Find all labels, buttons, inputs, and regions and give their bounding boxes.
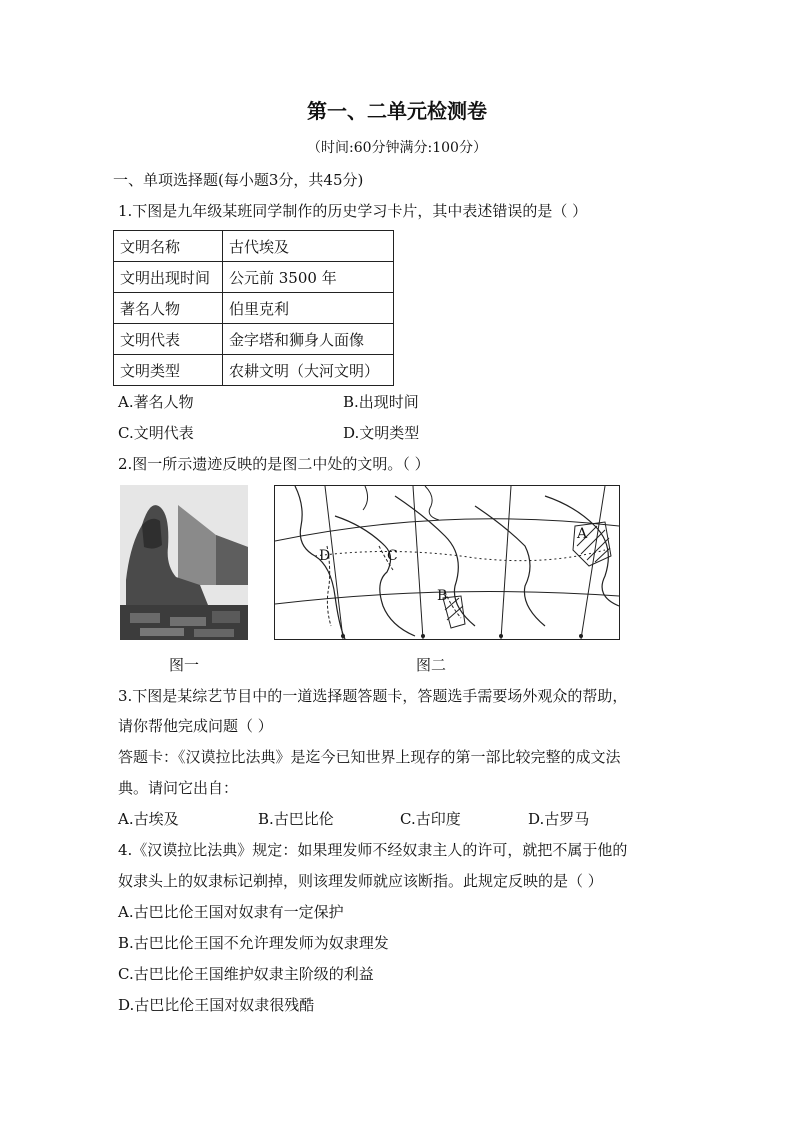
q1-option-c[interactable]: C.文明代表 <box>118 424 194 442</box>
map-illustration <box>275 486 619 639</box>
table-row <box>114 324 394 355</box>
section-heading: 一、单项选择题(每小题3分，共45分) <box>113 171 364 189</box>
table-row <box>114 231 394 262</box>
q4-option-d[interactable]: D.古巴比伦王国对奴隶很残酷 <box>118 996 315 1014</box>
q4-option-c[interactable]: C.古巴比伦王国维护奴隶主阶级的利益 <box>118 965 374 983</box>
page-title: 第一、二单元检测卷 <box>307 99 487 123</box>
q3-stem-line1: 3.下图是某综艺节目中的一道选择题答题卡，答题选手需要场外观众的帮助， <box>118 687 628 705</box>
table-cell-key: 文明类型 <box>114 355 223 386</box>
figure1-caption: 图一 <box>169 656 200 674</box>
q3-option-d[interactable]: D.古罗马 <box>528 810 590 828</box>
map-label-d: D <box>319 548 331 564</box>
table-cell-value: 公元前 3500 年 <box>223 262 394 293</box>
exam-time-info: （时间:60分钟满分:100分） <box>307 140 487 156</box>
map-label-a: A <box>577 526 588 542</box>
q3-card-line2: 典。请问它出自： <box>118 779 239 797</box>
figure2-caption: 图二 <box>416 656 447 674</box>
table-cell-key: 文明出现时间 <box>114 262 223 293</box>
q3-option-a[interactable]: A.古埃及 <box>118 810 179 828</box>
table-cell-value: 古代埃及 <box>223 231 394 262</box>
table-cell-value: 伯里克利 <box>223 293 394 324</box>
q1-option-d[interactable]: D.文明类型 <box>343 424 420 442</box>
q3-stem-line2: 请你帮他完成问题（ ） <box>118 717 273 735</box>
q3-card-line1: 答题卡：《汉谟拉比法典》是迄今已知世界上现存的第一部比较完整的成文法 <box>118 748 621 766</box>
table-cell-key: 著名人物 <box>114 293 223 324</box>
q1-option-b[interactable]: B.出现时间 <box>343 393 419 411</box>
q1-stem: 1.下图是九年级某班同学制作的历史学习卡片，其中表述错误的是（ ） <box>118 202 588 220</box>
q3-option-c[interactable]: C.古印度 <box>400 810 461 828</box>
q4-stem-line1: 4.《汉谟拉比法典》规定：如果理发师不经奴隶主人的许可，就把不属于他的 <box>118 841 628 859</box>
history-card-table <box>113 230 394 386</box>
map-label-c: C <box>387 548 398 564</box>
q4-option-b[interactable]: B.古巴比伦王国不允许理发师为奴隶理发 <box>118 934 389 952</box>
q1-option-a[interactable]: A.著名人物 <box>118 393 194 411</box>
table-row <box>114 355 394 386</box>
sphinx-pyramid-illustration <box>120 485 248 640</box>
table-cell-key: 文明代表 <box>114 324 223 355</box>
q4-option-a[interactable]: A.古巴比伦王国对奴隶有一定保护 <box>118 903 344 921</box>
map-label-b: B <box>437 588 448 604</box>
sphinx-pyramid-photo <box>120 485 248 640</box>
table-cell-value: 农耕文明（大河文明） <box>223 355 394 386</box>
table-row <box>114 293 394 324</box>
q3-option-b[interactable]: B.古巴比伦 <box>258 810 334 828</box>
table-cell-key: 文明名称 <box>114 231 223 262</box>
table-row <box>114 262 394 293</box>
table-cell-value: 金字塔和狮身人面像 <box>223 324 394 355</box>
ancient-civilizations-map <box>274 485 620 640</box>
q4-stem-line2: 奴隶头上的奴隶标记剃掉，则该理发师就应该断指。此规定反映的是（ ） <box>118 872 603 890</box>
q2-stem: 2.图一所示遗迹反映的是图二中处的文明。（ ） <box>118 455 430 473</box>
